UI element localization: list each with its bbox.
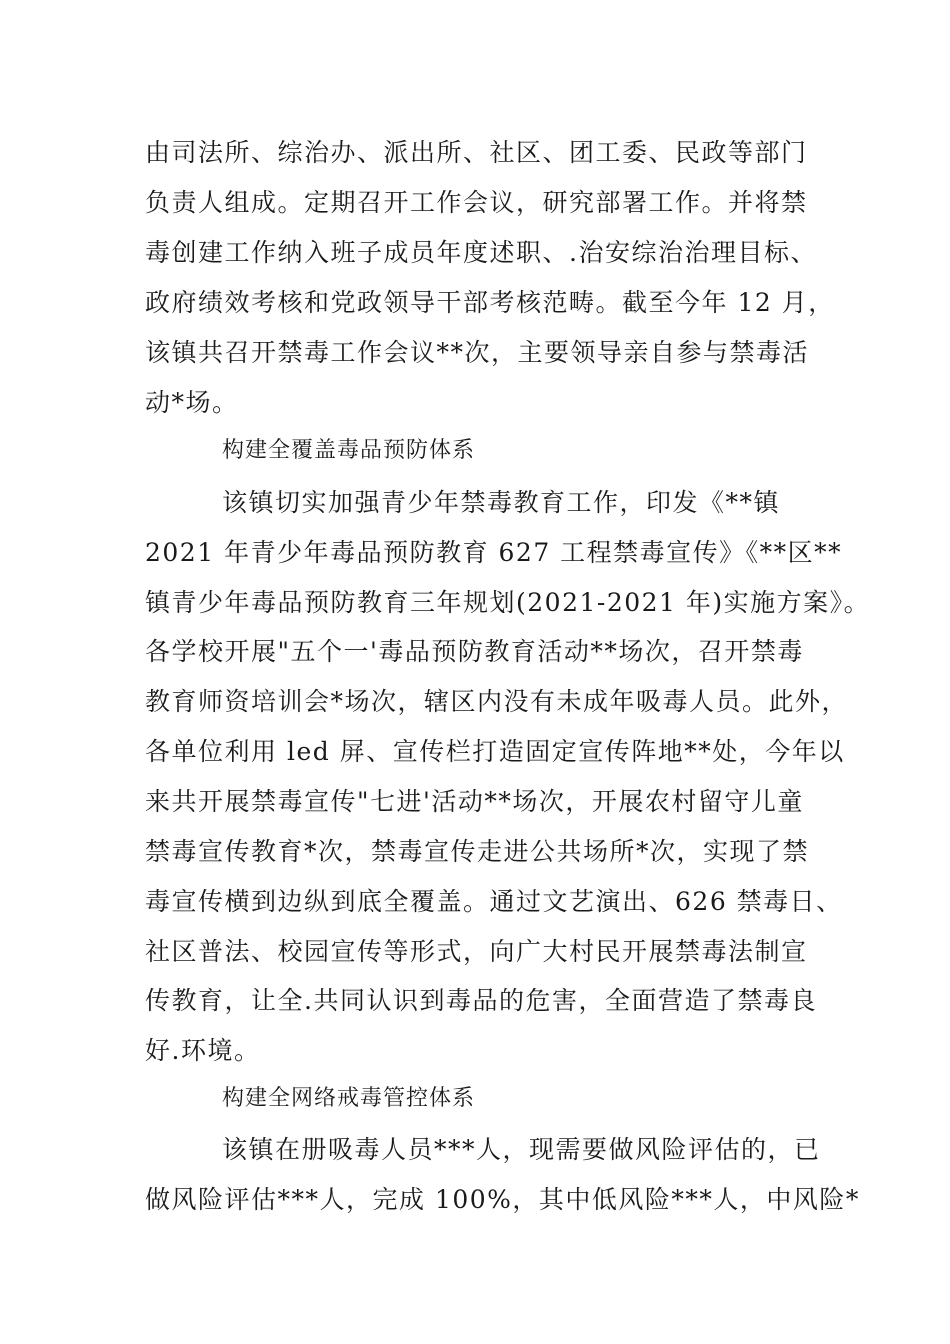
text-line: 各学校开展"五个一'毒品预防教育活动**场次，召开禁毒 [145,637,804,666]
text-line: 由司法所、综治办、派出所、社区、团工委、民政等部门 [145,138,808,167]
text-line: 动*场。 [145,388,239,417]
text-line: 毒创建工作纳入班子成员年度述职、.治安综治治理目标、 [145,238,817,267]
section-heading: 构建全覆盖毒品预防体系 [222,438,476,463]
text-line: 做风险评估***人，完成 100%，其中低风险***人，中风险* [145,1185,860,1214]
text-line: 传教育，让全.共同认识到毒品的危害，全面营造了禁毒良 [145,986,817,1015]
text-line: 好.环境。 [145,1036,261,1065]
text-line: 各单位利用 led 屏、宣传栏打造固定宣传阵地**处，今年以 [145,737,845,766]
text-line: 来共开展禁毒宣传"七进'活动**场次，开展农村留守儿童 [145,787,804,816]
text-line: 毒宣传横到边纵到底全覆盖。通过文艺演出、626 禁毒日、 [145,887,843,916]
section-heading: 构建全网络戒毒管控体系 [222,1086,476,1111]
text-line: 负责人组成。定期召开工作会议，研究部署工作。并将禁 [145,188,808,217]
text-line: 2021 年青少年毒品预防教育 627 工程禁毒宣传》《**区** [145,538,843,567]
text-line: 该镇在册吸毒人员***人，现需要做风险评估的，已 [222,1135,821,1164]
text-line: 政府绩效考核和党政领导干部考核范畴。截至今年 12 月， [145,288,835,317]
text-line: 该镇共召开禁毒工作会议**次，主要领导亲自参与禁毒活 [145,338,810,367]
text-line: 镇青少年毒品预防教育三年规划(2021-2021 年)实施方案》。 [145,588,871,617]
text-line: 社区普法、校园宣传等形式，向广大村民开展禁毒法制宣 [145,937,808,966]
text-line: 该镇切实加强青少年禁毒教育工作，印发《**镇 [222,488,781,517]
text-line: 教育师资培训会*场次，辖区内没有未成年吸毒人员。此外， [145,687,849,716]
text-line: 禁毒宣传教育*次，禁毒宣传走进公共场所*次，实现了禁 [145,837,810,866]
